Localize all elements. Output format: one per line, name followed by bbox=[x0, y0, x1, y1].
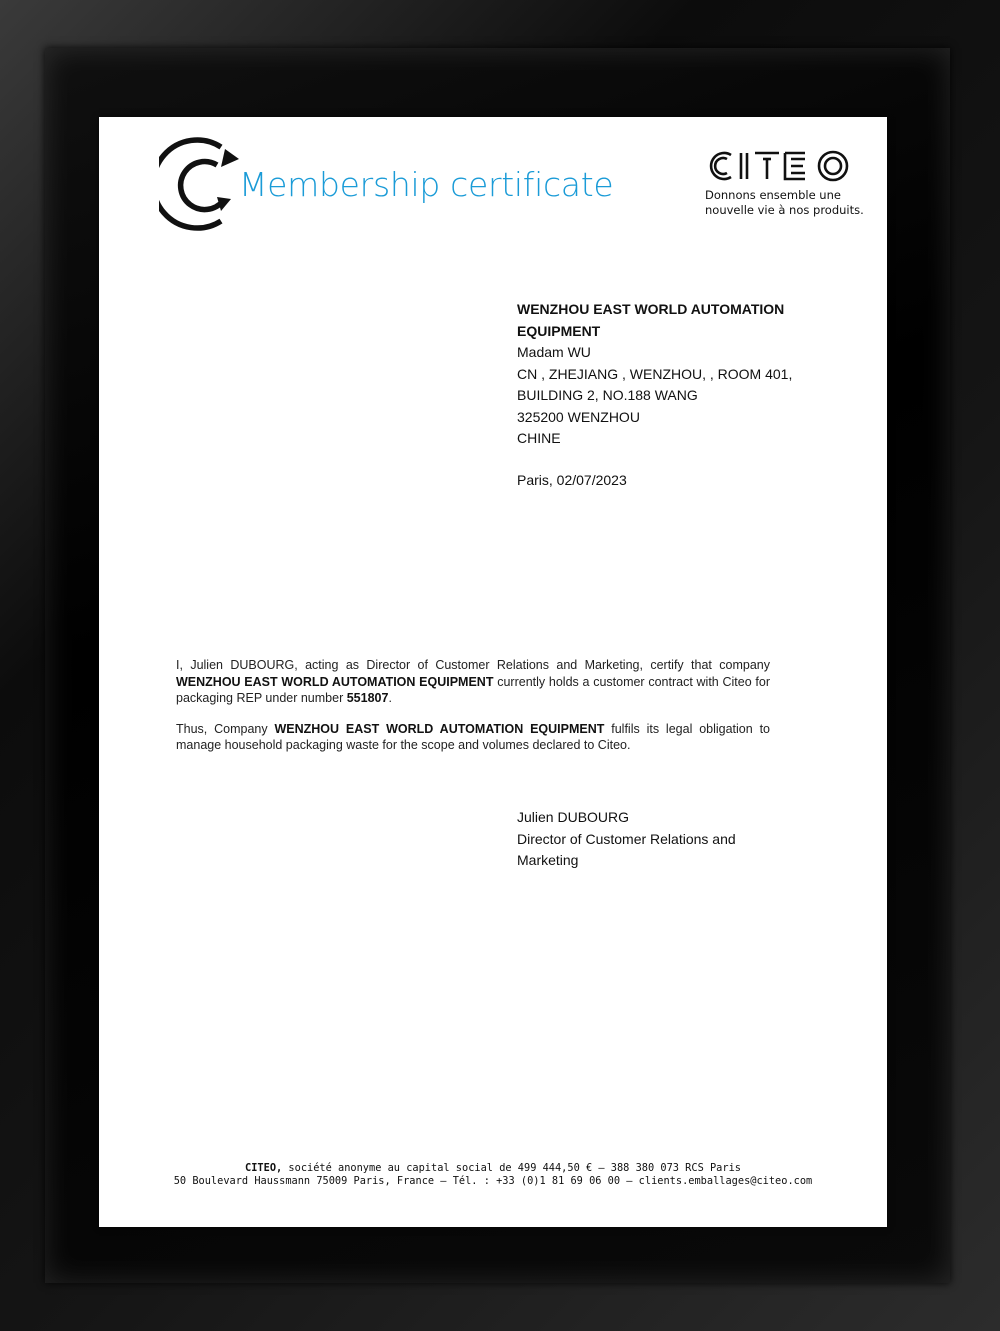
letter-date: Paris, 02/07/2023 bbox=[517, 471, 627, 488]
tagline-line-1: Donnons ensemble une bbox=[705, 188, 841, 202]
recipient-company-line-1: WENZHOU EAST WORLD AUTOMATION bbox=[517, 301, 785, 317]
tagline-line-2: nouvelle vie à nos produits. bbox=[705, 203, 864, 217]
recipient-address-line-2: BUILDING 2, NO.188 WANG bbox=[517, 387, 698, 403]
signatory-name: Julien DUBOURG bbox=[517, 809, 630, 825]
recipient-address-block bbox=[517, 299, 817, 491]
certificate-title: Membership certificate bbox=[239, 165, 614, 204]
certificate-body bbox=[176, 657, 770, 768]
certification-paragraph: I, Julien DUBOURG, acting as Director of Customer Relations and Marketing, certify that company WENZHOU EAST WORLD AUTOMATION EQUIPMENT currently holds a customer contract with Citeo for packaging REP under number 551807. bbox=[176, 658, 771, 705]
citeo-c-logo-icon bbox=[159, 137, 241, 231]
signature-block bbox=[517, 807, 777, 872]
recipient-postal-city: 325200 WENZHOU bbox=[517, 408, 640, 425]
obligation-paragraph: Thus, Company WENZHOU EAST WORLD AUTOMATION EQUIPMENT fulfils its legal obligation to manage household packaging waste for the scope and volumes declared to Citeo. bbox=[176, 721, 770, 752]
certificate-page bbox=[99, 117, 887, 1227]
signatory-title-line-1: Director of Customer Relations and bbox=[517, 830, 736, 847]
citeo-wordmark-logo bbox=[705, 147, 855, 185]
page-footer bbox=[99, 1162, 887, 1188]
recipient-address-line-1: CN , ZHEJIANG , WENZHOU, , ROOM 401, bbox=[517, 365, 793, 382]
signatory-title-line-2: Marketing bbox=[517, 852, 579, 868]
footer-line-2: 50 Boulevard Haussmann 75009 Paris, France – Tél. : +33 (0)1 81 69 06 00 – clients.emballages@citeo.com bbox=[173, 1175, 813, 1187]
brand-tagline bbox=[705, 188, 865, 218]
recipient-company-line-2: EQUIPMENT bbox=[517, 322, 601, 339]
recipient-contact: Madam WU bbox=[517, 344, 591, 360]
footer-line-1: CITEO, société anonyme au capital social de 499 444,50 € – 388 380 073 RCS Paris bbox=[245, 1162, 741, 1174]
recipient-country: CHINE bbox=[517, 430, 561, 446]
citeo-brand-block bbox=[705, 147, 865, 218]
